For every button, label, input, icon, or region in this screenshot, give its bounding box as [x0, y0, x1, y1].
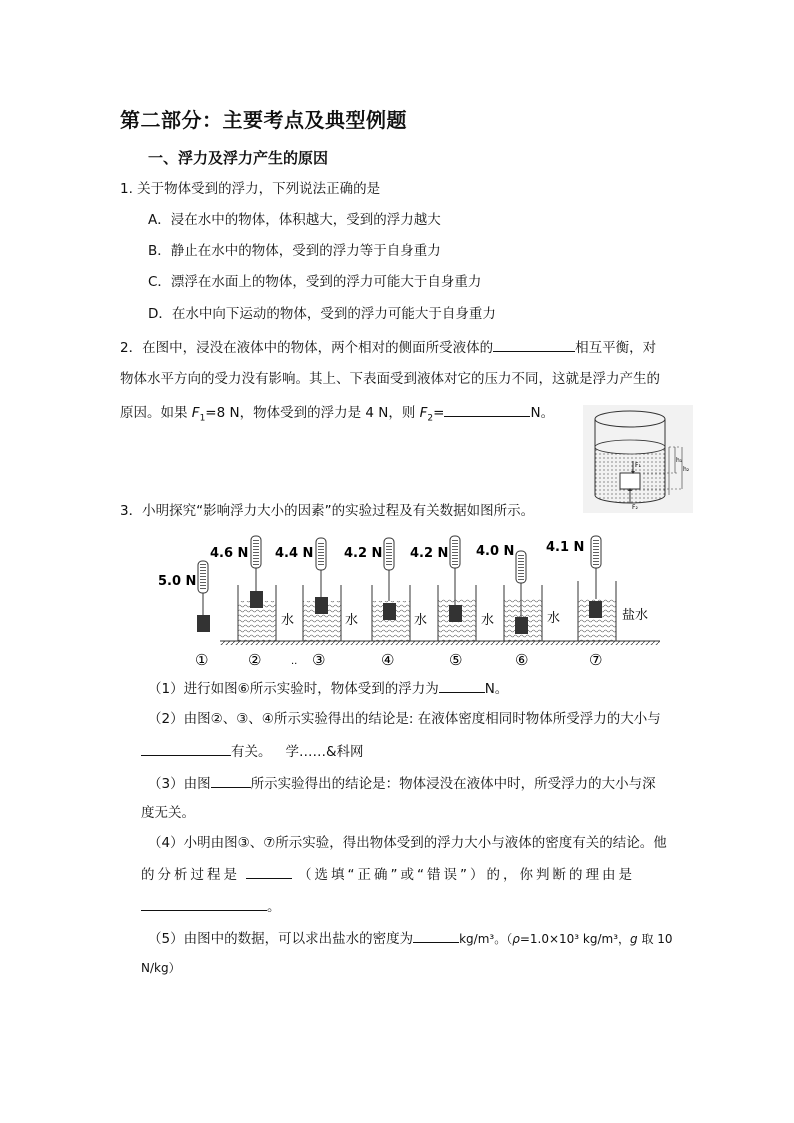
- q3-text: （3）由图: [148, 776, 211, 792]
- q1-stem: 1. 关于物体受到的浮力，下列说法正确的是: [120, 181, 381, 197]
- answer-blank: [439, 678, 485, 693]
- q1-option-a: A．浸在水中的物体，体积越大，受到的浮力越大: [148, 212, 441, 228]
- answer-blank: [413, 928, 459, 943]
- setup-7: [546, 536, 648, 669]
- q3-text: 的分析过程是: [141, 867, 240, 883]
- beaker-figure: [583, 405, 693, 513]
- q2-text: =8 N，物体受到的浮力是 4 N，则: [205, 405, 420, 421]
- answer-blank: [141, 896, 267, 911]
- g-symbol: g: [630, 932, 638, 946]
- setup-number: ⑦: [589, 651, 603, 669]
- liquid-label: 盐水: [622, 608, 649, 623]
- fig-label-f2: F₂: [632, 504, 638, 511]
- q3-p1: [148, 678, 508, 699]
- experiment-drawing: [148, 533, 670, 673]
- q3-text: 有关。: [231, 744, 272, 760]
- q3-p3-line2: 度无关。: [141, 805, 195, 821]
- watermark-text: 学……&科网: [285, 744, 364, 760]
- reading-1: 5.0 N: [158, 574, 197, 589]
- answer-blank: [246, 864, 292, 879]
- q3-stem: 3．小明探究“影响浮力大小的因素”的实验过程及有关数据如图所示。: [120, 503, 535, 519]
- liquid-label: 水: [345, 613, 359, 628]
- q3-p4-line3: [141, 896, 281, 917]
- liquid-label: 水: [547, 611, 561, 626]
- q3-text: N。: [484, 681, 509, 697]
- experiment-figure: [148, 533, 670, 673]
- q3-p4-line1: （4）小明由图③、⑦所示实验，得出物体受到的浮力大小与液体的密度有关的结论。他: [148, 835, 667, 851]
- q3-text: 。: [267, 899, 281, 915]
- q2-text: =: [433, 405, 445, 421]
- dots-mark: ..: [291, 656, 298, 667]
- reading-2: 4.6 N: [210, 546, 249, 561]
- setup-1: [158, 561, 210, 669]
- setup-number: ④: [381, 651, 395, 669]
- q3-text: （5）由图中的数据，可以求出盐水的密度为: [148, 931, 414, 947]
- answer-blank: [493, 337, 575, 352]
- q2-text: N。: [530, 405, 555, 421]
- fig-label-h2: h₂: [683, 466, 690, 473]
- q3-p2-line1: （2）由图②、③、④所示实验得出的结论是: 在液体密度相同时物体所受浮力的大小与: [148, 711, 661, 727]
- liquid-label: 水: [281, 613, 295, 628]
- force-subscript: 1: [199, 413, 206, 424]
- force-symbol: F: [419, 405, 428, 421]
- q3-p2-line2: [141, 741, 364, 762]
- answer-blank: [141, 741, 231, 756]
- force-subscript: 2: [427, 413, 434, 424]
- q3-text: kg/m³。（: [459, 932, 513, 946]
- q2-line2: 物体水平方向的受力没有影响。其上、下表面受到液体对它的压力不同，这就是浮力产生的: [120, 371, 660, 387]
- reading-3: 4.4 N: [275, 546, 314, 561]
- q2-line3: [120, 402, 554, 429]
- reading-4: 4.2 N: [344, 546, 383, 561]
- fig-label-h1: h₁: [676, 457, 683, 464]
- setup-number: ②: [248, 651, 262, 669]
- setup-number: ⑤: [449, 651, 463, 669]
- q2-text: 相互平衡，对: [575, 340, 657, 356]
- reading-6: 4.0 N: [476, 544, 515, 559]
- liquid-label: 水: [414, 613, 428, 628]
- q3-p4-line2: [141, 864, 635, 885]
- subsection-title: 一、浮力及浮力产生的原因: [148, 149, 329, 167]
- q3-p5-line1: [148, 928, 673, 949]
- section-title: 第二部分：主要考点及典型例题: [120, 108, 407, 132]
- setup-6: [476, 544, 560, 669]
- liquid-label: 水: [481, 613, 495, 628]
- q3-text: 取 10: [637, 932, 673, 946]
- q2-text: 2．在图中，浸没在液体中的物体，两个相对的侧面所受液体的: [120, 340, 494, 356]
- q1-option-d: D．在水中向下运动的物体，受到的浮力可能大于自身重力: [148, 306, 496, 322]
- beaker-drawing: [583, 405, 693, 513]
- answer-blank: [211, 773, 251, 788]
- rho-symbol: ρ: [512, 932, 520, 946]
- fig-label-f1: F₁: [635, 462, 641, 469]
- reading-5: 4.2 N: [410, 546, 449, 561]
- q3-text: =1.0×10³ kg/m³，: [519, 932, 631, 946]
- q3-text: （选填“正确”或“错误”）的，你判断的理由是: [298, 867, 635, 883]
- setup-number: ①: [195, 651, 209, 669]
- q1-option-c: C．漂浮在水面上的物体，受到的浮力可能大于自身重力: [148, 274, 482, 290]
- answer-blank: [444, 402, 530, 417]
- q3-text: 所示实验得出的结论是：物体浸没在液体中时，所受浮力的大小与深: [250, 776, 656, 792]
- q3-p3-line1: [148, 773, 656, 794]
- setup-number: ⑥: [515, 651, 529, 669]
- q3-p5-line2: N/kg）: [141, 961, 181, 975]
- force-symbol: F: [191, 405, 200, 421]
- setup-number: ③: [312, 651, 326, 669]
- q1-option-b: B．静止在水中的物体，受到的浮力等于自身重力: [148, 243, 441, 259]
- reading-7: 4.1 N: [546, 540, 585, 555]
- q2-line1: [120, 337, 656, 358]
- q3-text: （1）进行如图⑥所示实验时，物体受到的浮力为: [148, 681, 439, 697]
- q2-text: 原因。如果: [120, 405, 192, 421]
